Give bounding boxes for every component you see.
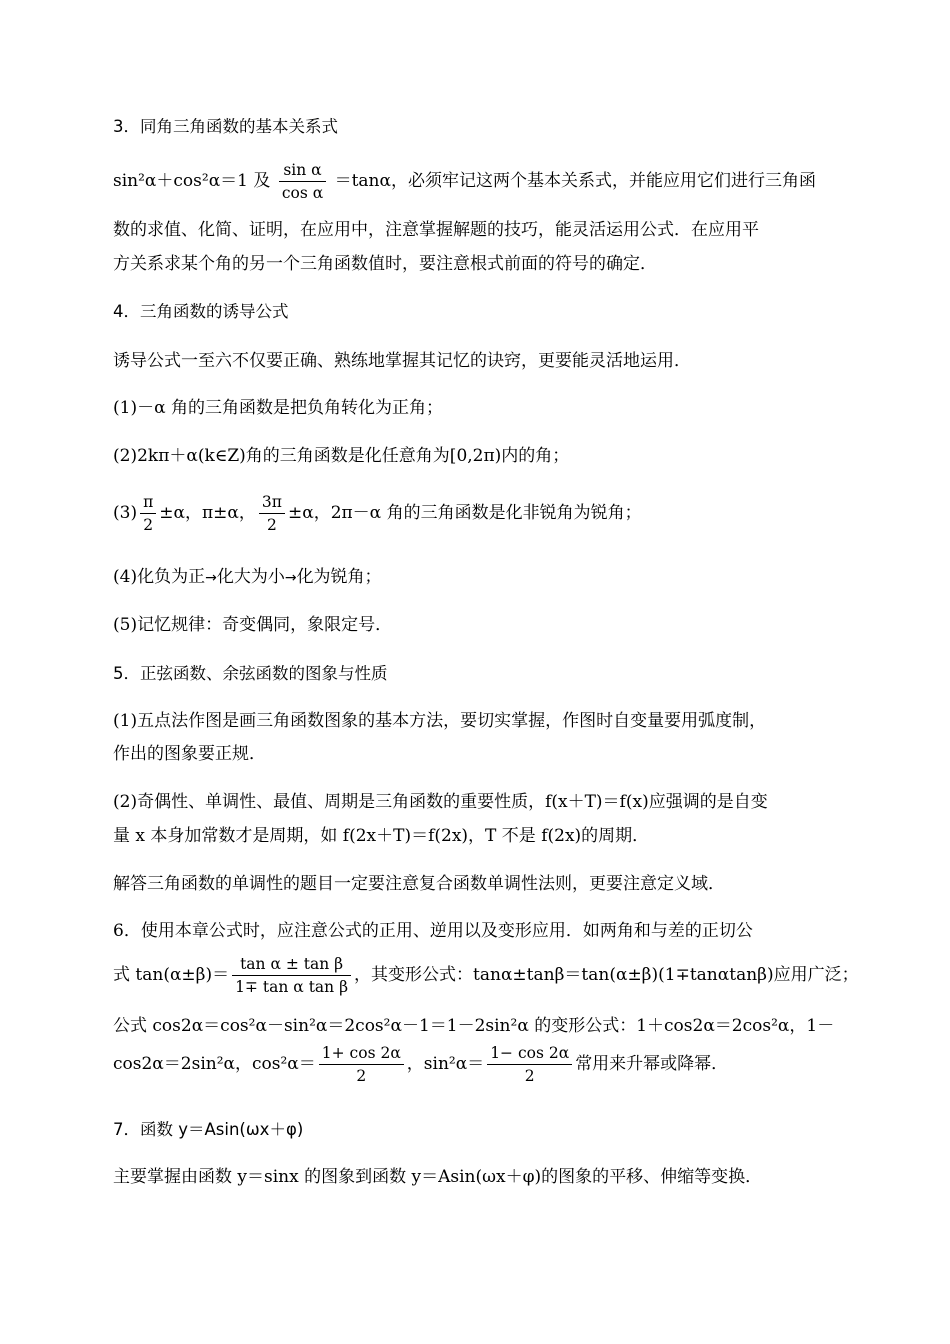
- item-4-text-c: 化为锐角；: [296, 567, 382, 587]
- section-4-intro: 诱导公式一至六不仅要正确、熟练地掌握其记忆的诀窍，更要能灵活地运用．: [113, 351, 691, 371]
- tan-sum-fraction: [232, 954, 351, 997]
- section-4-item-1: (1)－α 角的三角函数是把负角转化为正角；: [113, 398, 443, 418]
- item-3-prefix: (3): [113, 503, 138, 523]
- section-4-item-4: [113, 565, 382, 590]
- section-4-title: 4．三角函数的诱导公式: [113, 302, 289, 321]
- fraction-numerator: sin α: [283, 161, 322, 179]
- sin-squared-fraction: [487, 1043, 572, 1086]
- fraction-denominator: 1∓ tan α tan β: [232, 975, 351, 997]
- s6-text-c: cos2α＝2sin²α，cos²α＝: [113, 1054, 316, 1074]
- fraction-numerator: π: [143, 493, 154, 511]
- s3-text-a: sin²α＋cos²α＝1 及: [113, 171, 271, 191]
- item-3-text-c: ±α，2π－α 角的三角函数是化非锐角为锐角；: [287, 503, 642, 523]
- s6-text-e: 常用来升幂或降幂．: [575, 1054, 729, 1074]
- pi-over-2-fraction: [140, 492, 156, 535]
- section-3-title: 3．同角三角函数的基本关系式: [113, 117, 338, 136]
- right-arrow-icon: →: [205, 570, 217, 586]
- section-7-title: 7．函数 y＝Asin(ωx＋φ): [113, 1120, 304, 1139]
- section-7-text: 主要掌握由函数 y＝sinx 的图象到函数 y＝Asin(ωx＋φ)的图象的平移、伸缩等变换．: [113, 1167, 763, 1187]
- section-5-title: 5．正弦函数、余弦函数的图象与性质: [113, 664, 388, 683]
- section-5-p1-line-1: (1)五点法作图是画三角函数图象的基本方法，要切实掌握，作图时自变量要用弧度制，: [113, 711, 767, 731]
- section-3-line-1: [113, 160, 816, 203]
- sin-over-cos-fraction: [279, 160, 326, 203]
- section-4-item-3: [113, 492, 642, 535]
- item-3-text-b: ±α，π±α，: [159, 503, 256, 523]
- right-arrow-icon: →: [284, 570, 297, 586]
- fraction-numerator: 1+ cos 2α: [321, 1044, 401, 1062]
- item-4-text-a: (4)化负为正: [113, 567, 206, 587]
- item-4-text-b: 化大为小: [216, 567, 285, 587]
- section-6-line-4: [113, 1043, 728, 1086]
- section-5-p1-line-2: 作出的图象要正规．: [113, 744, 266, 764]
- fraction-denominator: 2: [140, 513, 156, 535]
- fraction-denominator: 2: [259, 513, 285, 535]
- section-3-line-3: 方关系求某个角的另一个三角函数值时，要注意根式前面的符号的确定．: [113, 254, 657, 274]
- fraction-denominator: 2: [487, 1064, 572, 1086]
- section-5-p3: 解答三角函数的单调性的题目一定要注意复合函数单调性法则，更要注意定义域．: [113, 874, 725, 894]
- s6-text-d: ，sin²α＝: [406, 1054, 485, 1074]
- section-6-line-2: [113, 954, 859, 997]
- fraction-numerator: 3π: [261, 493, 282, 511]
- fraction-denominator: 2: [319, 1064, 404, 1086]
- s3-text-b: ＝tanα，必须牢记这两个基本关系式，并能应用它们进行三角函: [334, 171, 816, 191]
- fraction-numerator: tan α ± tan β: [240, 955, 344, 973]
- section-6-line-3: 公式 cos2α＝cos²α－sin²α＝2cos²α－1＝1－2sin²α 的变形公式：1＋cos2α＝2cos²α，1－: [113, 1016, 835, 1036]
- s6-text-b: ，其变形公式：tanα±tanβ＝tan(α±β)(1∓tanαtanβ)应用广泛；: [354, 965, 859, 985]
- section-3-line-2: 数的求值、化简、证明，在应用中，注意掌握解题的技巧，能灵活运用公式．在应用平: [113, 220, 759, 240]
- section-4-item-2: (2)2kπ＋α(k∈Z)角的三角函数是化任意角为[0,2π)内的角；: [113, 446, 570, 466]
- section-5-p2-line-1: (2)奇偶性、单调性、最值、周期是三角函数的重要性质，f(x＋T)＝f(x)应强调的是自变: [113, 792, 768, 812]
- section-6-line-1: 6．使用本章公式时，应注意公式的正用、逆用以及变形应用．如两角和与差的正切公: [113, 921, 753, 941]
- fraction-numerator: 1− cos 2α: [490, 1044, 570, 1062]
- section-4-item-5: (5)记忆规律：奇变偶同，象限定号．: [113, 615, 393, 635]
- fraction-denominator: cos α: [279, 181, 326, 203]
- section-5-p2-line-2: 量 x 本身加常数才是周期，如 f(2x＋T)＝f(2x)，T 不是 f(2x)的周期．: [113, 826, 650, 846]
- 3pi-over-2-fraction: [259, 492, 285, 535]
- s6-text-a: 式 tan(α±β)＝: [113, 965, 230, 985]
- cos-squared-fraction: [319, 1043, 404, 1086]
